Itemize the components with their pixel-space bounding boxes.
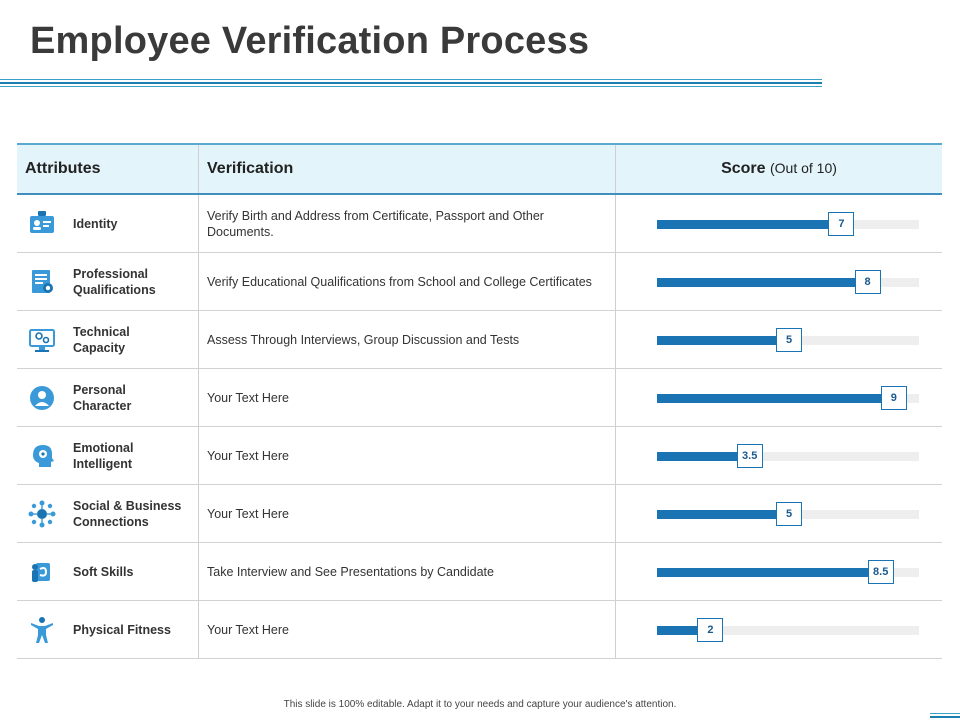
certificate-icon (27, 267, 57, 297)
corner-divider (930, 713, 960, 714)
page-title: Employee Verification Process (30, 20, 590, 62)
table-row (17, 253, 942, 311)
score-bar (624, 383, 934, 413)
score-cell (616, 253, 943, 311)
table-row (17, 427, 942, 485)
verification-cell (199, 543, 616, 601)
attribute-cell (17, 253, 199, 311)
title-divider (0, 82, 822, 84)
score-fill (657, 394, 893, 403)
score-fill (657, 510, 788, 519)
verification-text: Take Interview and See Presentations by Candidate (207, 564, 494, 579)
table-row (17, 311, 942, 369)
head-gear-icon (27, 441, 57, 471)
attribute-cell (17, 485, 199, 543)
table-header-row (17, 144, 942, 194)
attribute-label: Identity (73, 216, 118, 231)
score-bar (624, 441, 934, 471)
verification-cell (199, 194, 616, 253)
score-value: 5 (776, 328, 802, 352)
attribute (25, 615, 190, 645)
attribute (25, 266, 190, 298)
score-cell (616, 427, 943, 485)
presenter-icon (27, 557, 57, 587)
attribute-cell (17, 194, 199, 253)
id-card-icon (27, 209, 57, 239)
attribute-label: Personal Character (73, 382, 132, 413)
score-cell (616, 194, 943, 253)
fitness-person-icon (27, 615, 57, 645)
score-cell (616, 369, 943, 427)
attribute-cell (17, 311, 199, 369)
score-cell (616, 485, 943, 543)
attribute-label: Professional Qualifications (73, 266, 156, 297)
score-bar (624, 267, 934, 297)
title-divider (0, 86, 822, 87)
score-fill (657, 220, 840, 229)
verification-text: Assess Through Interviews, Group Discussion and Tests (207, 332, 520, 347)
attribute-label: Social & Business Connections (73, 498, 182, 529)
attribute-cell (17, 427, 199, 485)
score-fill (657, 452, 749, 461)
verification-cell (199, 253, 616, 311)
corner-divider (930, 716, 960, 718)
verification-text: Your Text Here (207, 506, 289, 521)
header-verification: Verification (199, 144, 616, 194)
attribute (25, 498, 190, 530)
table-row (17, 485, 942, 543)
score-fill (657, 278, 867, 287)
score-bar (624, 499, 934, 529)
table-row (17, 369, 942, 427)
score-cell (616, 543, 943, 601)
attribute-label: Physical Fitness (73, 622, 171, 637)
verification-cell (199, 369, 616, 427)
score-value: 3.5 (737, 444, 763, 468)
attribute (25, 324, 190, 356)
verification-cell (199, 427, 616, 485)
table-row (17, 194, 942, 253)
score-bar (624, 557, 934, 587)
header-score: Score (Out of 10) (616, 144, 943, 194)
score-cell (616, 601, 943, 659)
score-value: 8 (855, 270, 881, 294)
attribute (25, 382, 190, 414)
network-icon (27, 499, 57, 529)
attribute (25, 440, 190, 472)
person-icon (27, 383, 57, 413)
verification-cell (199, 485, 616, 543)
score-value: 8.5 (868, 560, 894, 584)
verification-text: Your Text Here (207, 622, 289, 637)
computer-settings-icon (27, 325, 57, 355)
verification-text: Your Text Here (207, 448, 289, 463)
attribute-cell (17, 543, 199, 601)
verification-text: Your Text Here (207, 390, 289, 405)
attribute-label: Soft Skills (73, 564, 134, 579)
score-value: 5 (776, 502, 802, 526)
table-row (17, 543, 942, 601)
verification-text: Verify Birth and Address from Certificate, Passport and Other Documents. (207, 208, 544, 239)
score-fill (657, 568, 880, 577)
verification-cell (199, 601, 616, 659)
attribute (25, 557, 190, 587)
attribute-label: Emotional Intelligent (73, 440, 134, 471)
score-cell (616, 311, 943, 369)
score-bar (624, 615, 934, 645)
score-bar (624, 325, 934, 355)
score-value: 9 (881, 386, 907, 410)
attribute (25, 209, 190, 239)
attribute-cell (17, 369, 199, 427)
title-divider (0, 79, 822, 80)
attribute-label: Technical Capacity (73, 324, 130, 355)
score-bar (624, 209, 934, 239)
verification-table (17, 143, 942, 659)
verification-cell (199, 311, 616, 369)
header-attributes: Attributes (17, 144, 199, 194)
score-value: 2 (697, 618, 723, 642)
score-fill (657, 336, 788, 345)
table-row (17, 601, 942, 659)
verification-text: Verify Educational Qualifications from School and College Certificates (207, 274, 592, 289)
attribute-cell (17, 601, 199, 659)
footer-note: This slide is 100% editable. Adapt it to your needs and capture your audience's attention. (283, 699, 677, 710)
score-value: 7 (828, 212, 854, 236)
